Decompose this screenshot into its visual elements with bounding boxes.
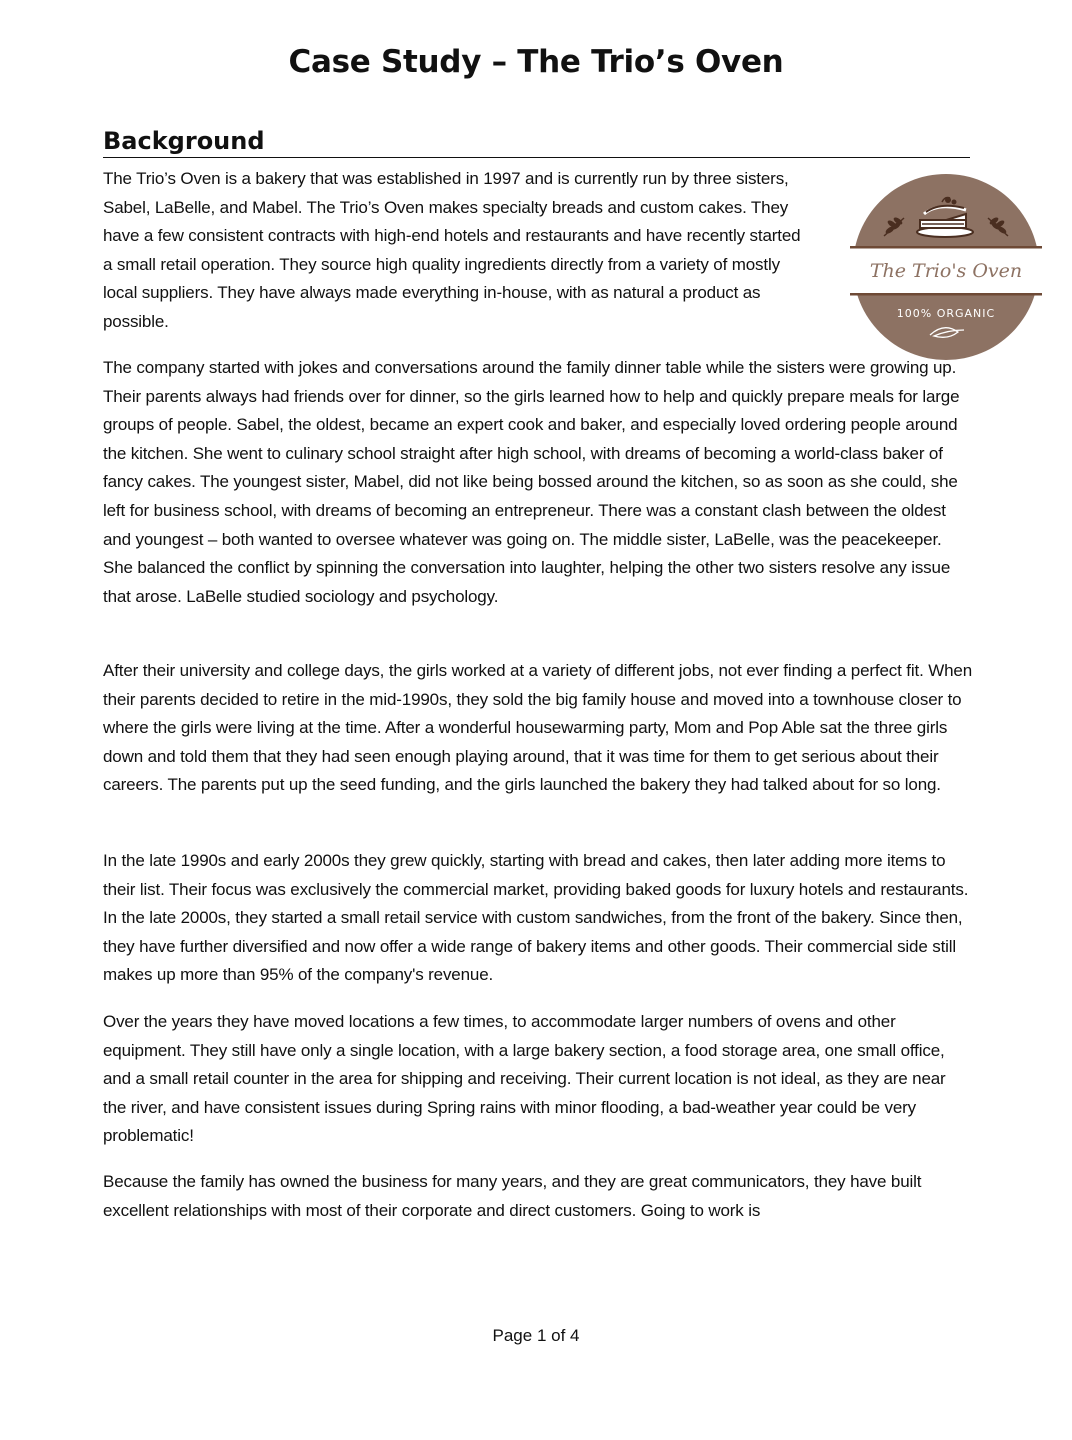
paragraph-growth: In the late 1990s and early 2000s they grew quickly, starting with bread and cakes, then later adding more items to their list. Their focus was exclusively the commercial market, providing baked goods for luxury hotels and restaurants. In the late 2000s, they started a small retail service with custom sandwiches, from the front of the bakery. Since then, they have further diversified and now offer a wide range of bakery items and other goods. Their commercial side still makes up more than 95% of the company's revenue. bbox=[103, 851, 969, 985]
logo-tagline: 100% ORGANIC bbox=[896, 307, 996, 320]
paragraph-relationships: Because the family has owned the business for many years, and they are great communicators, they have built excellent relationships with most of their corporate and direct customers. Going to work is bbox=[103, 1172, 922, 1220]
paragraph-locations: Over the years they have moved locations a few times, to accommodate larger numbers of ovens and other equipment. They still have only a single location, with a large bakery section, a food storage area, one small office, and a small retail counter in the area for shipping and receiving. Their current location is not ideal, as they are near the river, and have consistent issues during Spring rains with minor flooding, a bad-weather year could be very problematic! bbox=[103, 1012, 946, 1146]
section-heading-background: Background bbox=[103, 126, 970, 158]
paragraph-history: The company started with jokes and conversations around the family dinner table while the sisters were growing up. Their parents always had friends over for dinner, so the girls learned how to help and quickly prepare meals for large groups of people. Sabel, the oldest, became an expert cook and baker, and especially loved ordering people around the kitchen. She went to culinary school straight after high school, with dreams of becoming a world-class baker of fancy cakes. The youngest sister, Mabel, did not like being bossed around the kitchen, so as soon as she could, she left for business school, with dreams of becoming an entrepreneur. There was a constant clash between the oldest and youngest – both wanted to oversee whatever was going on. The middle sister, LaBelle, was the peacekeeper. She balanced the conflict by spinning the conversation into laughter, helping the other two sisters resolve any issue that arose. LaBelle studied sociology and psychology. bbox=[103, 358, 960, 606]
page-title: Case Study – The Trio’s Oven bbox=[288, 44, 784, 80]
paragraph-intro: The Trio’s Oven is a bakery that was established in 1997 and is currently run by three sisters, Sabel, LaBelle, and Mabel. The Trio’s Oven makes specialty breads and custom cakes. They have a few consistent contracts with high-end hotels and restaurants and have recently started a small retail operation. They source high quality ingredients directly from a variety of mostly local suppliers. They have always made everything in-house, with as natural a product as possible. bbox=[103, 169, 801, 331]
page-footer: Page 1 of 4 bbox=[492, 1326, 580, 1345]
logo-brand-text: The Trio's Oven bbox=[869, 260, 1023, 282]
paragraph-launch: After their university and college days, the girls worked at a variety of different jobs, not ever finding a perfect fit. When their parents decided to retire in the mid-1990s, they sold the big family house and moved into a townhouse closer to where the girls were living at the time. After a wonderful housewarming party, Mom and Pop Able sat the three girls down and told them that they had seen enough playing around, that it was time for them to get serious about their careers. The parents put up the seed funding, and the girls launched the bakery they had talked about for so long. bbox=[103, 661, 973, 795]
trios-oven-logo bbox=[848, 172, 1044, 362]
